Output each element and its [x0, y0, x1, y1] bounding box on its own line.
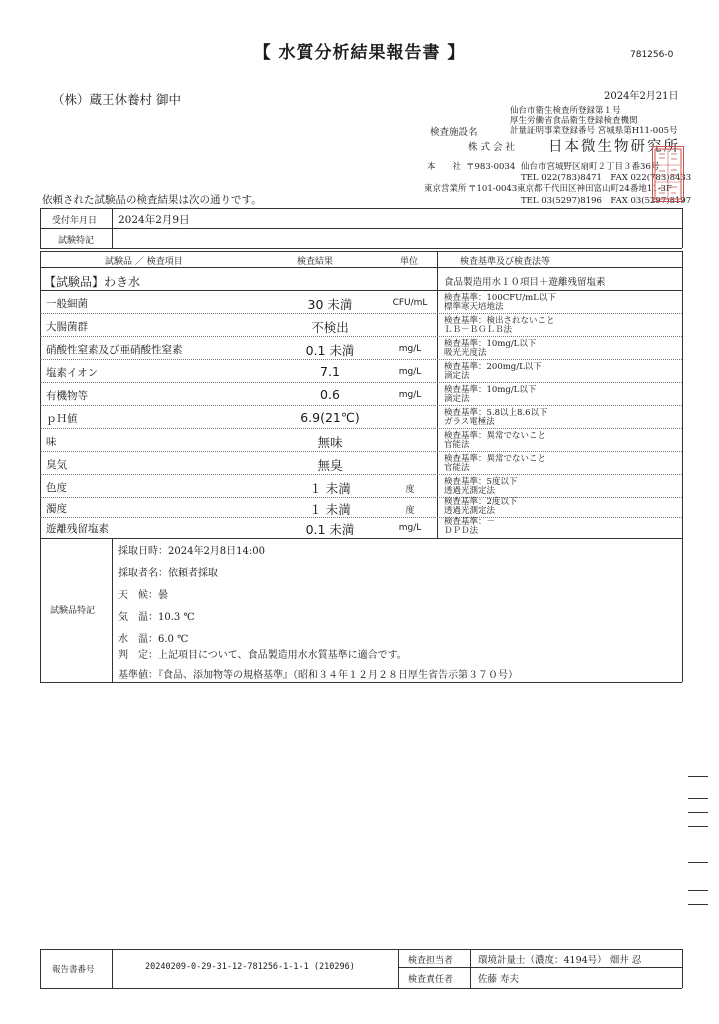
document-number: 781256-0 — [630, 50, 674, 60]
item-name: 味 — [46, 436, 57, 448]
item-name: 一般細菌 — [46, 298, 88, 310]
item-method: ＤＰＤ法 — [444, 526, 479, 536]
item-method: ガラス電極法 — [444, 417, 495, 427]
item-unit: mg/L — [398, 367, 422, 377]
received-label: 受付年月日 — [52, 216, 98, 226]
item-method: ＬＢ－ＢＧＬＢ法 — [444, 325, 513, 335]
col-header-unit: 単位 — [400, 257, 419, 267]
responsible-name: 佐藤 寿夫 — [478, 974, 520, 985]
item-unit: mg/L — [398, 523, 422, 533]
item-result: 無臭 — [317, 458, 343, 473]
item-result: 6.9(21℃) — [300, 410, 360, 425]
item-standard: 検査基準：異常でないこと — [444, 454, 547, 464]
item-result: 30 未満 — [307, 297, 353, 312]
remark-line: 採取日時：2024年2月8日14:00 — [118, 546, 265, 557]
inspection-facility-label: 検査施設名 — [430, 127, 478, 138]
item-result: 0.6 — [320, 387, 340, 402]
company-prefix: 株式会社 — [468, 142, 519, 153]
report-date: 2024年2月21日 — [604, 91, 679, 102]
remark-line: 気 温：10.3 ℃ — [118, 612, 195, 623]
item-name: 塩素イオン — [46, 367, 99, 379]
inspector-name: 環境計量士（濃度：4194号） 畑井 忍 — [478, 955, 642, 966]
remark-line: 採取者名：依頼者採取 — [118, 568, 218, 579]
item-unit: mg/L — [398, 390, 422, 400]
registration-line: 仙台市衛生検査所登録第１号 — [510, 106, 621, 116]
special-notes-label: 試験特記 — [58, 236, 95, 246]
col-header-standard: 検査基準及び検査法等 — [460, 257, 551, 267]
item-standard: 検査基準：2度以下 — [444, 497, 518, 507]
col-header-item: 試験品 ／ 検査項目 — [105, 257, 183, 267]
item-standard: 検査基準：10mg/L以下 — [444, 339, 537, 349]
item-unit: 度 — [405, 506, 415, 516]
responsible-label: 検査責任者 — [408, 975, 454, 985]
office-address: 東京都千代田区神田富山町24番地11-3F — [517, 184, 672, 194]
item-standard: 検査基準：異常でないこと — [444, 431, 547, 441]
item-result: 7.1 — [320, 364, 340, 379]
company-seal — [652, 146, 684, 202]
item-unit: mg/L — [398, 344, 422, 354]
sample-standard: 食品製造用水１０項目＋遊離残留塩素 — [444, 277, 606, 288]
item-standard: 検査基準：5度以下 — [444, 477, 518, 487]
item-method: 滴定法 — [444, 371, 470, 381]
item-result: １ 未満 — [309, 502, 351, 517]
office-label: 東京営業所 — [424, 184, 467, 194]
office-address: 仙台市宮城野区扇町２丁目３番36号 — [521, 162, 660, 172]
office-postal: 〒983-0034 — [466, 162, 516, 172]
item-method: 官能法 — [444, 463, 470, 473]
office-label: 本 社 — [427, 162, 462, 172]
item-standard: 検査基準：200mg/L以下 — [444, 362, 542, 372]
registration-line: 厚生労働省食品衛生登録検査機関 — [510, 116, 638, 126]
remark-line: 判 定：上記項目について、食品製造用水水質基準に適合です。 — [118, 650, 407, 661]
item-standard: 検査基準：－ — [444, 517, 496, 527]
report-number-label: 報告書番号 — [52, 965, 95, 975]
item-name: 硝酸性窒素及び亜硝酸性窒素 — [46, 344, 183, 356]
item-method: 官能法 — [444, 440, 470, 450]
received-value: 2024年2月9日 — [118, 214, 190, 226]
item-method: 透過光測定法 — [444, 486, 496, 496]
office-phone: TEL 03(5297)8196 FAX 03(5297)8197 — [521, 196, 692, 206]
item-method: 吸光光度法 — [444, 348, 487, 358]
item-name: 色度 — [46, 482, 67, 494]
item-method: 滴定法 — [444, 394, 470, 404]
inspector-label: 検査担当者 — [408, 956, 454, 966]
item-unit: 度 — [405, 485, 415, 495]
item-method: 透過光測定法 — [444, 506, 496, 516]
remarks-label: 試験品特記 — [50, 606, 96, 616]
remark-line: 天 候：曇 — [118, 590, 168, 601]
item-name: 有機物等 — [46, 390, 88, 402]
item-name: 濁度 — [46, 503, 67, 515]
addressee: （株）蔵王休養村 御中 — [52, 92, 181, 107]
item-result: １ 未満 — [309, 481, 351, 496]
seal-mark-icon — [653, 147, 683, 201]
sample-label: 【試験品】わき水 — [44, 275, 141, 289]
office-phone: TEL 022(783)8471 FAX 022(783)8433 — [521, 173, 692, 183]
col-header-result: 検査結果 — [297, 257, 334, 267]
remark-line: 水 温：6.0 ℃ — [118, 634, 189, 645]
item-name: 大腸菌群 — [46, 321, 88, 333]
item-result: 0.1 未満 — [305, 522, 355, 537]
item-standard: 検査基準：検出されないこと — [444, 316, 555, 326]
report-number: 20240209-0-29-31-12-781256-1-1-1 (210296) — [145, 962, 355, 972]
company-name: 日本微生物研究所 — [548, 139, 680, 155]
report-title: 【 水質分析結果報告書 】 — [253, 43, 466, 63]
registration-line: 計量証明事業登録番号 宮城県第H11-005号 — [510, 126, 678, 136]
item-standard: 検査基準：5.8以上8.6以下 — [444, 408, 548, 418]
item-standard: 検査基準：100CFU/mL以下 — [444, 293, 556, 303]
item-result: 無味 — [317, 435, 343, 450]
item-name: ｐＨ値 — [46, 413, 78, 425]
item-result: 0.1 未満 — [305, 343, 355, 358]
item-unit: CFU/mL — [392, 298, 428, 308]
item-result: 不検出 — [311, 320, 349, 335]
office-postal: 〒101-0043 — [468, 184, 518, 194]
item-name: 遊離残留塩素 — [46, 523, 109, 535]
intro-text: 依頼された試験品の検査結果は次の通りです。 — [42, 194, 262, 206]
item-standard: 検査基準：10mg/L以下 — [444, 385, 537, 395]
item-name: 臭気 — [46, 459, 67, 471]
remark-line: 基準値：『食品、添加物等の規格基準』（昭和３４年１２月２８日厚生省告示第３７０号） — [118, 670, 518, 681]
item-method: 標準寒天培地法 — [444, 302, 504, 312]
